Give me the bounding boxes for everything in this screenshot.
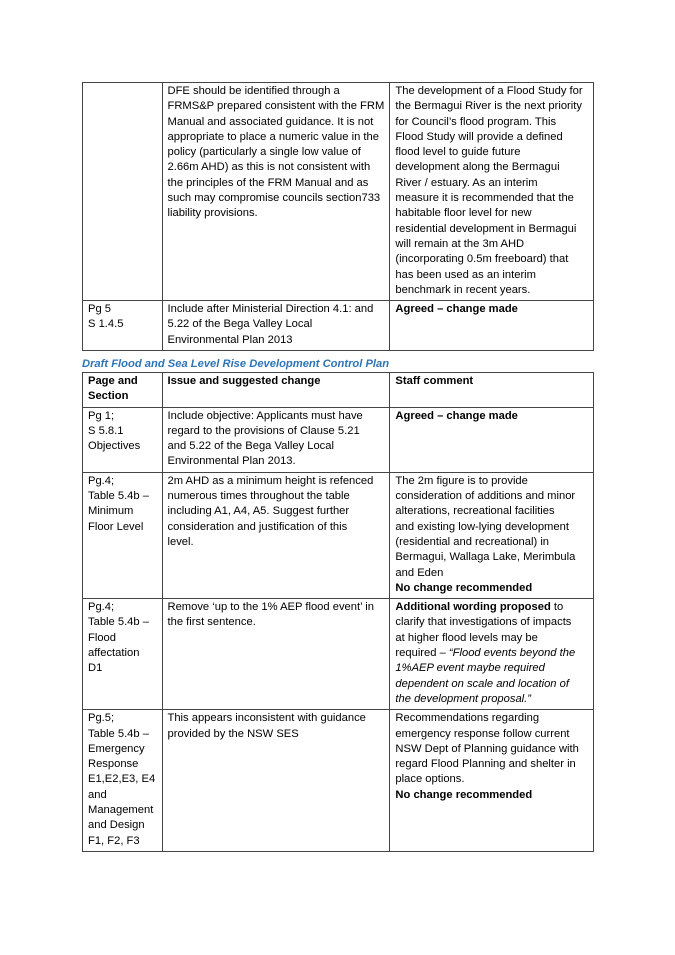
issue-cell: DFE should be identified through a FRMS&P prepared consistent with the FRM Manual and associated guidance. It is not appropriate to place a numeric value in the policy (particularly a single low value of 2.66m AHD) as this is not consistent with the principles of the FRM Manual and as such may compromise councils section733 liability provisions.	[162, 83, 390, 301]
page-section-cell: Pg.4; Table 5.4b – Flood affectation D1	[83, 599, 163, 710]
staff-comment-cell: The development of a Flood Study for the Bermagui River is the next priority for Council’s flood program. This Flood Study will provide a defined flood level to guide future development along the Bermagui River / estuary. As an interim measure it is recommended that the habitable floor level for new residential development in Bermagui will remain at the 3m AHD (incorporating 0.5m freeboard) that has been used as an interim benchmark in recent years.	[390, 83, 594, 301]
issue-cell: This appears inconsistent with guidance provided by the NSW SES	[162, 710, 390, 852]
table-row	[83, 83, 594, 301]
header-page-section: Page and Section	[83, 373, 163, 408]
table-header-row	[83, 373, 594, 408]
staff-comment-cell: Agreed – change made	[390, 407, 594, 472]
header-staff-comment: Staff comment	[390, 373, 594, 408]
header-issue: Issue and suggested change	[162, 373, 390, 408]
issue-cell: Include objective: Applicants must have regard to the provisions of Clause 5.21 and 5.22 of the Bega Valley Local Environmental Plan 2013.	[162, 407, 390, 472]
table-row	[83, 710, 594, 852]
table-row	[83, 599, 594, 710]
staff-comment-cell: Agreed – change made	[390, 301, 594, 351]
issue-cell: 2m AHD as a minimum height is refenced numerous times throughout the table including A1, A4, A5. Suggest further consideration and justification of this level.	[162, 472, 390, 598]
page-section-cell: Pg 5 S 1.4.5	[83, 301, 163, 351]
page-section-cell: Pg.4; Table 5.4b – Minimum Floor Level	[83, 472, 163, 598]
issue-cell: Include after Ministerial Direction 4.1: and 5.22 of the Bega Valley Local Environmental Plan 2013	[162, 301, 390, 351]
staff-comment-cell: The 2m figure is to provide consideration of additions and minor alterations, recreational facilities and existing low-lying development (residential and recreational) in Bermagui, Wallaga Lake, Merimbula and Eden No change recommended	[390, 472, 594, 598]
dcp-comments-table	[82, 372, 594, 852]
page-section-cell: Pg.5; Table 5.4b – Emergency Response E1,E2,E3, E4 and Management and Design F1, F2, F3	[83, 710, 163, 852]
continuation-table	[82, 82, 594, 351]
table-row	[83, 301, 594, 351]
staff-comment-cell: Additional wording proposed to clarify that investigations of impacts at higher flood levels may be required – “Flood events beyond the 1%AEP event maybe required dependent on scale and location of the development proposal.”	[390, 599, 594, 710]
page-section-cell: Pg 1; S 5.8.1 Objectives	[83, 407, 163, 472]
page-section-cell	[83, 83, 163, 301]
issue-cell: Remove ‘up to the 1% AEP flood event’ in the first sentence.	[162, 599, 390, 710]
table-row	[83, 407, 594, 472]
table-caption: Draft Flood and Sea Level Rise Development Control Plan	[82, 358, 390, 370]
staff-comment-cell: Recommendations regarding emergency response follow current NSW Dept of Planning guidance with regard Flood Planning and shelter in place options. No change recommended	[390, 710, 594, 852]
table-row	[83, 472, 594, 598]
